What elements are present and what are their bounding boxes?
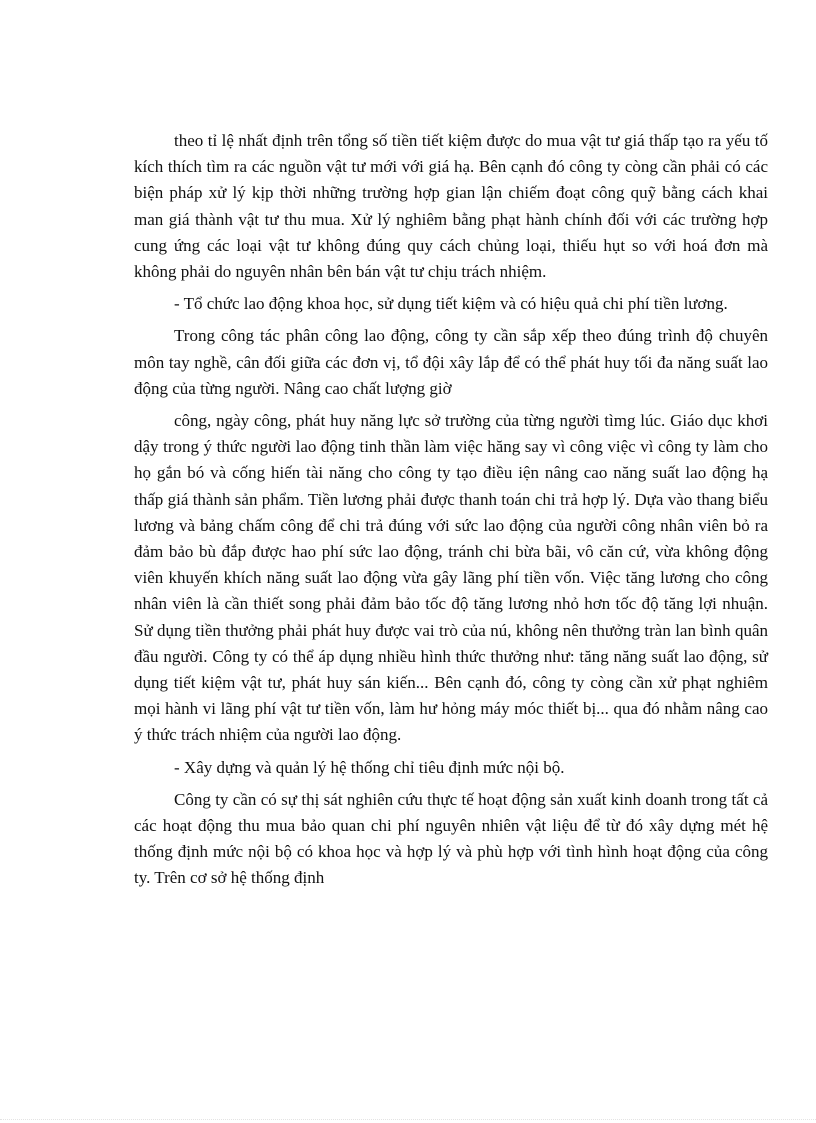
paragraph-4: Công ty cần có sự thị sát nghiên cứu thực tế hoạt động sản xuất kinh doanh trong tất cả các hoạt động thu mua bảo quan chi phí nguyên nhiên vật liệu để từ đó xây dựng mét hệ thống định mức nội bộ có khoa học và hợp lý và phù hợp với tình hình hoạt động của công ty. Trên cơ sở hệ thống định bbox=[134, 789, 768, 888]
paragraph-1: theo tỉ lệ nhất định trên tổng số tiền tiết kiệm được do mua vật tư giá thấp tạo ra yếu tố kích thích tìm ra các nguồn vật tư mới với giá hạ. Bên cạnh đó công ty còng cần phải có các biện pháp xử lý kịp thời những trường hợp gian lận chiếm đoạt công quỹ bằng cách khai man giá thành vật tư thu mua. Xử lý nghiêm bằng phạt hành chính đối với các trường hợp cung ứng các loại vật tư không đúng quy cách chủng loại, thiếu hụt so với hoá đơn mà không phải do nguyên nhân bên bán vật tư chịu trách nhiệm. bbox=[134, 131, 768, 282]
document-body bbox=[134, 128, 768, 898]
paragraph-3: công, ngày công, phát huy năng lực sở trường của từng người tìmg lúc. Giáo dục khơi dậy trong ý thức người lao động tinh thần làm việc hăng say vì công việc vì công ty làm cho họ gắn bó và cống hiến tài năng cho công ty tạo điều iện nâng cao năng suất lao động hạ thấp giá thành sản phẩm. Tiền lương phải được thanh toán chi trả hợp lý. Dựa vào thang biểu lương và bảng chấm công để chi trả đúng với sức lao động của người công nhân viên bỏ ra đảm bảo bù đắp được hao phí sức lao động, tránh chi bừa bãi, vô căn cứ, vừa không động viên khuyến khích năng suất lao động vừa gây lãng phí tiền vốn. Việc tăng lương cho công nhân viên là cần thiết song phải đảm bảo tốc độ tăng lương nhỏ hơn tốc độ tăng lợi nhuận. Sử dụng tiền thưởng phải phát huy được vai trò của nú, không nên thưởng tràn lan bình quân đầu người. Công ty có thể áp dụng nhiều hình thức thưởng như: tăng năng suất lao động, sử dụng tiết kiệm vật tư, phát huy sán kiến... Bên cạnh đó, công ty còng cần xử phạt nghiêm mọi hành vi lãng phí vật tư tiền vốn, làm hư hỏng máy móc thiết bị... qua đó nhằm nâng cao ý thức trách nhiệm của người lao động. bbox=[134, 411, 768, 745]
paragraph-bullet-1: - Tổ chức lao động khoa học, sử dụng tiết kiệm và có hiệu quả chi phí tiền lương. bbox=[174, 294, 728, 314]
paragraph-bullet-2: - Xây dựng và quản lý hệ thống chỉ tiêu định mức nội bộ. bbox=[174, 757, 565, 777]
paragraph-2: Trong công tác phân công lao động, công ty cần sắp xếp theo đúng trình độ chuyên môn tay nghề, cân đối giữa các đơn vị, tổ đội xây lắp để có thể phát huy tối đa năng suất lao động của từng người. Nâng cao chất lượng giờ bbox=[134, 326, 768, 398]
page-bottom-divider bbox=[0, 1119, 816, 1120]
